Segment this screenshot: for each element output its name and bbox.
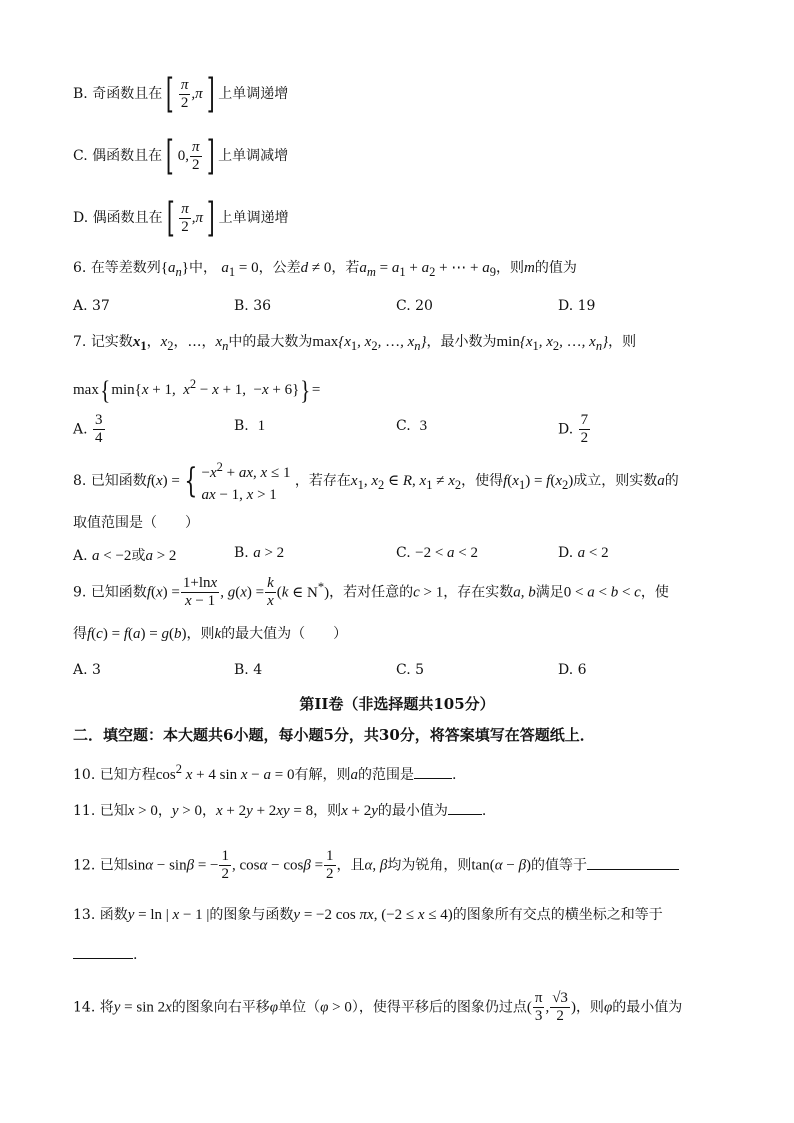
q7-expression [73,373,321,405]
question-text: ，若对任意的 [329,584,414,601]
question-number: 8. [73,473,87,489]
question-text: ，若存在 [294,473,351,489]
question-text: 的范围是 [357,767,414,783]
question-12 [73,848,679,883]
option-label: C. 偶函数且在 [73,148,163,164]
question-text: 的最小值为 [612,999,683,1016]
q6-option-c: C. 20 [396,298,433,314]
question-7: 7. 记实数$x_1$，$x_2$，…，$x_n$中的最大数为$\max\{x_1$, $x_2$, …, $x_n$}，最小数为$\min\{x_1$, $x_2$, …, $x_n$}，则 [73,334,637,353]
math: sinα − sinβ = − [127,857,219,874]
fraction [181,575,219,610]
math: φ [603,999,613,1016]
math: ) [570,999,576,1016]
numerator: 7 [580,412,589,428]
math: (k ∈ N*) [276,579,330,601]
math: $x_1$, $x_2$ ∈ R, $x_1 \ne x_2$ [350,473,462,492]
question-text: ，存在实数 [443,584,514,601]
question-number: 11. [73,803,96,819]
fraction [93,412,105,447]
question-text: ，则 [575,999,604,1016]
denominator: 2 [221,866,229,882]
math: a > 2 [145,548,177,564]
math: , [545,999,550,1016]
fraction [179,77,191,112]
math: k [214,626,222,642]
denominator: 3 [534,1008,543,1024]
math: a, b [513,584,536,601]
q6-option-d: D. 19 [558,298,596,314]
question-number: 12. [73,857,96,874]
math: y > 0 [171,803,202,819]
option-value: 1 [257,418,266,434]
q5-option-d [73,195,289,241]
question-text: ，且 [336,857,365,874]
question-9 [73,575,669,610]
q8-option-a [73,545,176,565]
math: a < 2 [577,545,609,561]
question-text: ，使 [640,584,669,601]
math: $\min\{x_1$, $x_2$, …, $x_n$} [496,334,609,353]
left-bracket: [ [166,133,174,179]
math: c > 1 [413,584,444,601]
question-number: 7. [73,334,87,350]
question-text: 已知 [99,857,128,874]
question-text: 的 [664,473,679,489]
question-text: 中， [188,260,217,276]
question-8 [73,456,679,506]
math: a [657,473,665,489]
fraction [533,990,545,1025]
denominator: 2 [556,1008,564,1024]
question-text: 在等差数列 [90,260,161,276]
math: m [524,260,535,276]
math: φ > 0 [320,999,352,1016]
math: y = −2 cos πx, (−2 ≤ x ≤ 4) [293,907,453,923]
math: α, β [364,857,388,874]
question-text: ， [202,803,216,819]
question-text: ，最小数为 [426,334,497,350]
denominator: 2 [191,156,200,173]
option-tail: 上单调递增 [218,210,289,226]
math: f(c) = f(a) = g(b) [87,626,187,642]
q9-option-c: C. 5 [396,662,425,678]
q9-option-b: B. 4 [234,662,263,678]
option-label: B. [234,418,249,434]
fraction [179,201,191,236]
option-label: D. [558,545,574,561]
numerator: √3 [552,990,568,1006]
interval-right: ,π [191,86,203,102]
question-text: 已知方程 [99,767,156,783]
numerator: π [534,990,543,1006]
numerator: 1+lnx [182,575,218,591]
option-label: C. [396,545,411,561]
math: y = ln | x − 1 | [127,907,210,923]
denominator: 4 [95,430,103,446]
part2-title: 第II卷（非选择题共105分） [299,695,495,713]
q13-line2 [73,944,137,966]
question-text: 单位（ [278,999,321,1016]
interval-right: ,π [191,210,204,226]
math: x + 2y [341,803,378,819]
denominator: 2 [180,94,189,111]
math: $f(x_1) = f(x_2)$ [503,473,574,492]
math: f(x) = [146,584,180,601]
numerator: 1 [326,848,334,864]
fraction [550,990,570,1025]
math: $a_1 = 0$ [221,260,259,279]
q7-option-c [396,418,427,435]
math: a < −2 [92,548,132,564]
math: x + 2y + 2xy = 8 [216,803,314,819]
option-label: A. [73,421,88,438]
question-text: ， [157,803,172,819]
brace: { [184,461,198,501]
question-text: 已知函数 [90,473,147,489]
question-text: 得 [73,626,87,642]
denominator: x [267,593,274,609]
question-text: 的最大值为（ ） [221,626,348,642]
math: y = sin 2x [113,999,172,1016]
answer-blank[interactable] [587,855,679,870]
math: tan(α − β) [471,857,532,874]
math: ( [526,999,532,1016]
option-tail: 上单调减增 [218,148,289,164]
option-label: B. [234,545,249,561]
question-number: 13. [73,907,96,923]
question-text: ，则 [186,626,215,642]
question-text: 的最小值为 [377,803,448,819]
option-label: B. 奇函数且在 [73,86,163,102]
denominator: x − 1 [184,593,216,609]
q6-option-a: A. 37 [73,298,110,314]
fraction [324,848,336,883]
math: { [160,260,169,276]
fraction [579,412,591,447]
fraction [265,575,276,610]
question-text: ，若 [331,260,360,276]
fraction [219,848,231,883]
math: d ≠ 0 [300,260,332,276]
question-text: 成立，则实数 [573,473,658,489]
option-label: D. [558,421,574,438]
q9-option-d: D. 6 [558,662,587,678]
q7-option-d [558,412,591,447]
q8-option-b [234,545,284,562]
math: 0 < a < b < c [563,584,641,601]
option-tail: 上单调递增 [218,86,289,102]
answer-blank[interactable] [448,800,482,815]
option-value: 3 [419,418,428,434]
question-text: 已知 [99,803,128,819]
math: −2 < a < 2 [415,545,479,561]
math: a [350,767,358,783]
question-text: ，公差 [258,260,301,276]
q5-option-b [73,71,289,117]
question-text: 函数 [99,907,128,923]
numerator: π [191,138,200,155]
question-text: 中的最大数为 [228,334,313,350]
question-text: 将 [99,999,114,1016]
q6-option-b: B. 36 [234,298,272,314]
question-text: 的值为 [534,260,577,276]
math: $a_m = a_1 + a_2$ + ⋯ + $a_9$ [359,260,497,279]
option-label: A. [73,548,88,564]
math: a > 2 [253,545,285,561]
question-text: 的图象向右平移 [171,999,270,1016]
numerator: 1 [221,848,229,864]
question-14 [73,990,682,1025]
q9-line2 [73,623,347,645]
question-13 [73,904,663,926]
question-text: 已知函数 [90,584,147,601]
question-number: 6. [73,260,87,276]
numerator: 3 [95,412,103,428]
option-text: 或 [131,548,146,564]
right-bracket: ] [206,71,215,117]
question-text: ，使得 [461,473,504,489]
answer-blank[interactable] [73,944,133,959]
denominator: 2 [181,218,189,235]
question-number: 14. [73,999,96,1016]
question-text: 的值等于 [531,857,588,874]
question-end: . [481,803,487,819]
question-text: 的图象与函数 [209,907,294,923]
question-text: 满足 [535,584,564,601]
question-text: ），使得平移后的图象仍过点 [351,999,527,1016]
q8-line2: 取值范围是（ ） [73,515,199,531]
section-2-heading: 二．填空题：本大题共6小题，每小题5分，共30分，将答案填写在答题纸上． [73,726,595,744]
q5-option-c [73,133,289,179]
option-label: D. 偶函数且在 [73,210,163,226]
math: $a_n$ [168,260,182,279]
right-bracket: ] [206,133,215,179]
option-label: C. [396,418,411,434]
numerator: k [267,575,274,591]
question-6 [73,257,577,283]
question-text: ，则 [608,334,637,350]
math: $x_1$ [132,334,147,353]
right-bracket: ] [206,195,215,241]
q9-option-a: A. 3 [73,662,101,678]
q8-option-d [558,545,609,562]
q8-option-c [396,545,478,562]
math: $x_2$ [160,334,174,353]
question-text: 的图象所有交点的横坐标之和等于 [452,907,663,923]
denominator: 2 [580,430,589,446]
math: φ [269,999,279,1016]
math: x > 0 [127,803,158,819]
left-bracket: [ [166,71,174,117]
question-text: 记实数 [90,334,133,350]
question-text: 均为锐角，则 [387,857,472,874]
q7-option-b [234,418,265,435]
fraction [190,139,202,174]
question-text: 有解，则 [294,767,351,783]
question-text: ，则 [313,803,342,819]
question-end: . [133,947,138,963]
left-bracket: [ [166,195,175,241]
question-number: 10. [73,767,96,783]
q7-option-a [73,412,106,447]
question-number: 9. [73,584,87,601]
interval-left: 0, [177,148,189,164]
numerator: π [181,200,189,217]
numerator: π [180,76,189,93]
math: f(x) = [146,473,180,489]
math: } [181,260,189,276]
math: , g(x) = [220,584,265,601]
question-10 [73,758,456,786]
math: $x_n$ [215,334,229,353]
math: , cosα − cosβ = [231,857,324,874]
question-11 [73,800,486,822]
denominator: 2 [326,866,334,882]
math: max{min{x + 1, $x^2 - x + 1$, −x + 6}}= [73,375,321,405]
piecewise-cases: $-x^2$ + ax, x ≤ 1 ax − 1, x > 1 [201,460,291,503]
answer-blank[interactable] [414,764,452,779]
question-end: . [451,767,457,783]
math: $\max\{x_1$, $x_2$, …, $x_n$} [312,334,427,353]
question-text: ，则 [496,260,525,276]
math: $\cos^2 x + 4$ sin x − a = 0 [155,762,295,783]
